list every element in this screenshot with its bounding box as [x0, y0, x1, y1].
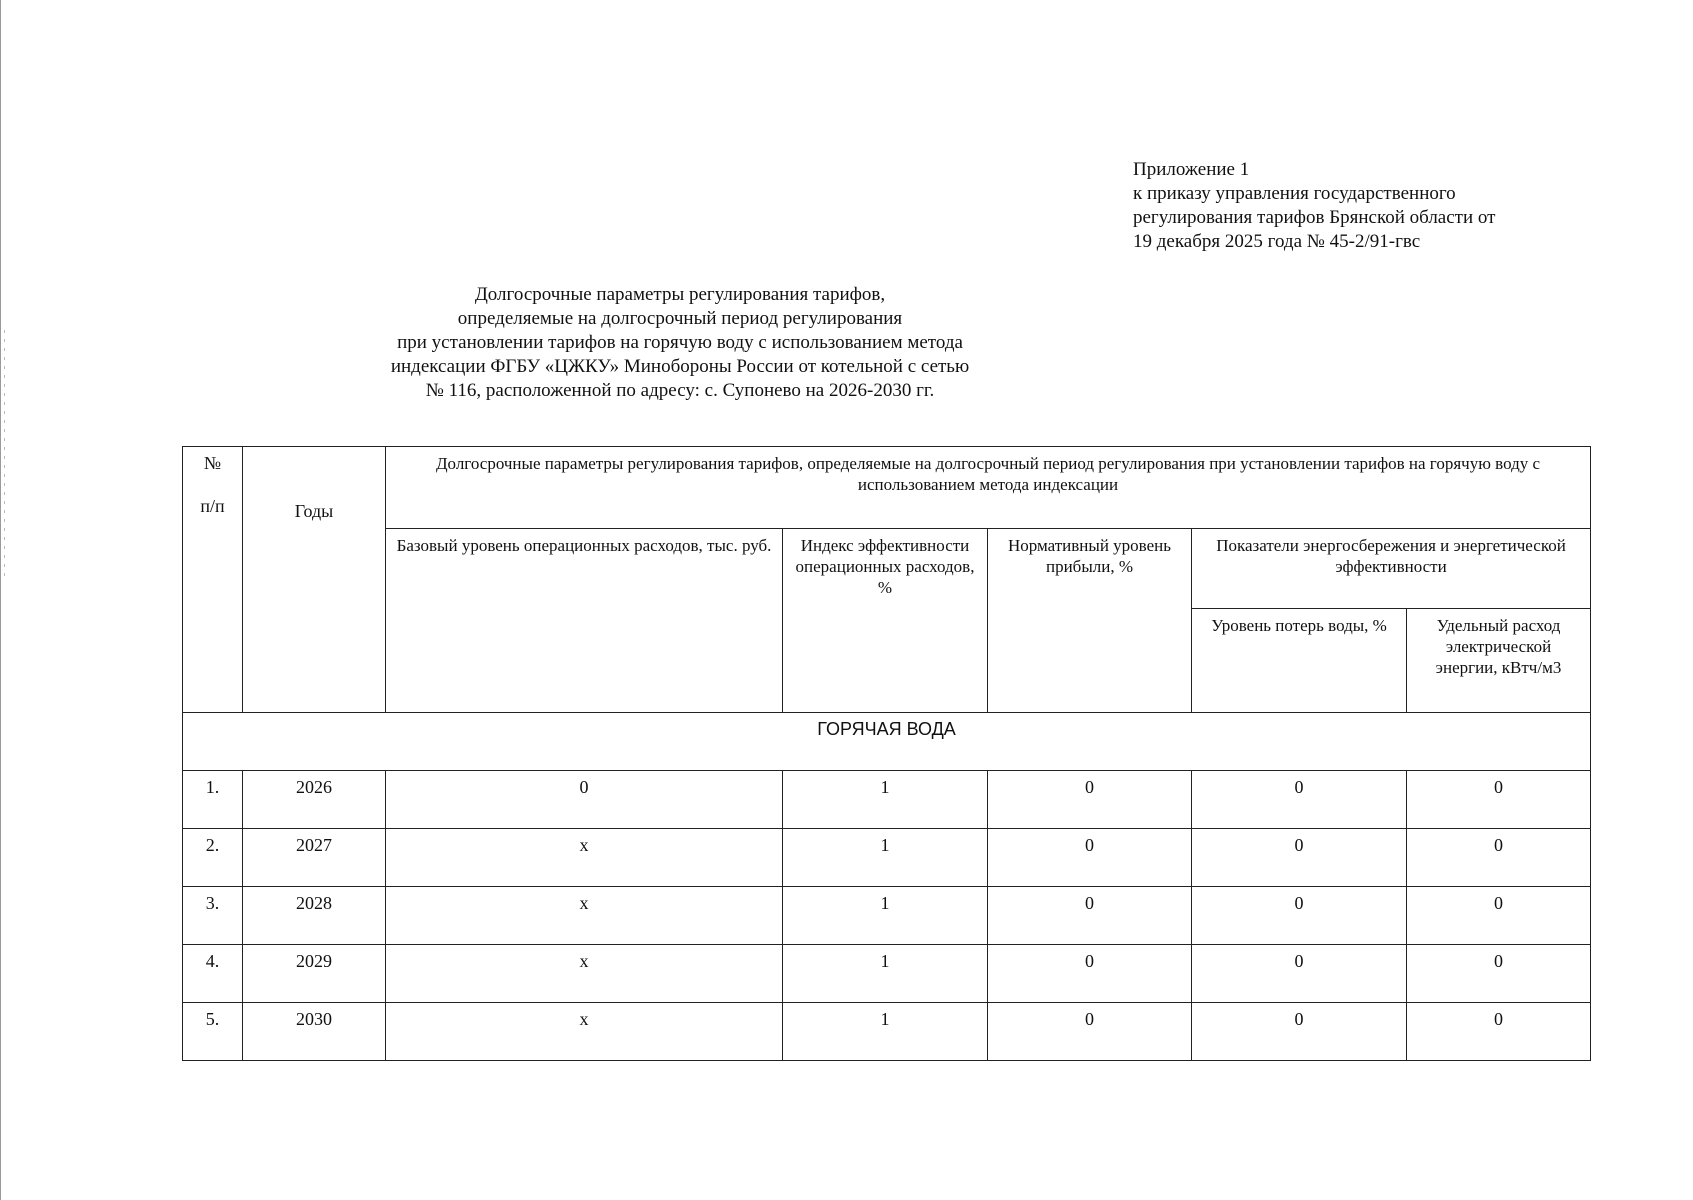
row-efficiency-index: 1: [783, 829, 988, 887]
row-profit-level: 0: [988, 945, 1192, 1003]
row-number: 2.: [183, 829, 243, 887]
header-years: Годы: [243, 447, 386, 713]
row-year: 2026: [243, 771, 386, 829]
row-profit-level: 0: [988, 1003, 1192, 1061]
row-efficiency-index: 1: [783, 771, 988, 829]
row-base-level: х: [386, 1003, 783, 1061]
title-line: индексации ФГБУ «ЦЖКУ» Минобороны России от котельной с сетью: [390, 356, 970, 377]
row-water-loss: 0: [1192, 829, 1407, 887]
row-base-level: 0: [386, 771, 783, 829]
header-electricity: Удельный расход электрической энергии, кВтч/м3: [1407, 609, 1591, 713]
header-efficiency-index: Индекс эффективности операционных расходов, %: [783, 529, 988, 713]
row-efficiency-index: 1: [783, 1003, 988, 1061]
row-number: 3.: [183, 887, 243, 945]
appendix-line: к приказу управления государственного: [1133, 183, 1456, 204]
table-row: [183, 829, 1591, 887]
parameters-table: [182, 446, 1591, 1061]
row-base-level: х: [386, 829, 783, 887]
row-number: 1.: [183, 771, 243, 829]
row-water-loss: 0: [1192, 1003, 1407, 1061]
row-base-level: х: [386, 945, 783, 1003]
appendix-reference: [1133, 158, 1653, 254]
table-row: [183, 771, 1591, 829]
header-group-title: Долгосрочные параметры регулирования тарифов, определяемые на долгосрочный период регулирования при установлении тарифов на горячую воду с использованием метода индексации: [386, 447, 1591, 529]
title-line: определяемые на долгосрочный период регулирования: [457, 308, 903, 329]
title-line: Долгосрочные параметры регулирования тарифов,: [474, 284, 886, 305]
row-year: 2027: [243, 829, 386, 887]
section-title: ГОРЯЧАЯ ВОДА: [183, 713, 1591, 771]
scan-edge-line: [0, 0, 1, 1200]
row-electricity: 0: [1407, 887, 1591, 945]
number-symbol: №: [203, 453, 222, 473]
row-efficiency-index: 1: [783, 887, 988, 945]
number-label: п/п: [200, 496, 225, 516]
row-year: 2028: [243, 887, 386, 945]
row-efficiency-index: 1: [783, 945, 988, 1003]
scan-edge-dashes: [4, 330, 5, 580]
row-profit-level: 0: [988, 771, 1192, 829]
row-electricity: 0: [1407, 771, 1591, 829]
section-row: [183, 713, 1591, 771]
header-row-params: [183, 529, 1591, 609]
document-title: [380, 283, 980, 403]
row-water-loss: 0: [1192, 887, 1407, 945]
header-row-number: [183, 447, 243, 713]
row-base-level: х: [386, 887, 783, 945]
header-energy-group: Показатели энергосбережения и энергетической эффективности: [1192, 529, 1591, 609]
row-electricity: 0: [1407, 829, 1591, 887]
header-water-loss: Уровень потерь воды, %: [1192, 609, 1407, 713]
header-row-group: [183, 447, 1591, 529]
row-electricity: 0: [1407, 1003, 1591, 1061]
appendix-line: регулирования тарифов Брянской области от: [1133, 207, 1496, 228]
table-row: [183, 887, 1591, 945]
table-row: [183, 945, 1591, 1003]
appendix-line: 19 декабря 2025 года № 45-2/91-гвс: [1133, 231, 1421, 252]
row-profit-level: 0: [988, 887, 1192, 945]
row-number: 5.: [183, 1003, 243, 1061]
row-number: 4.: [183, 945, 243, 1003]
row-profit-level: 0: [988, 829, 1192, 887]
title-line: № 116, расположенной по адресу: с. Супонево на 2026-2030 гг.: [425, 380, 935, 401]
appendix-line: Приложение 1: [1133, 159, 1250, 180]
row-electricity: 0: [1407, 945, 1591, 1003]
header-base-level: Базовый уровень операционных расходов, тыс. руб.: [386, 529, 783, 713]
header-profit-level: Нормативный уровень прибыли, %: [988, 529, 1192, 713]
table-row: [183, 1003, 1591, 1061]
row-water-loss: 0: [1192, 945, 1407, 1003]
row-year: 2029: [243, 945, 386, 1003]
row-water-loss: 0: [1192, 771, 1407, 829]
row-year: 2030: [243, 1003, 386, 1061]
title-line: при установлении тарифов на горячую воду с использованием метода: [397, 332, 963, 353]
